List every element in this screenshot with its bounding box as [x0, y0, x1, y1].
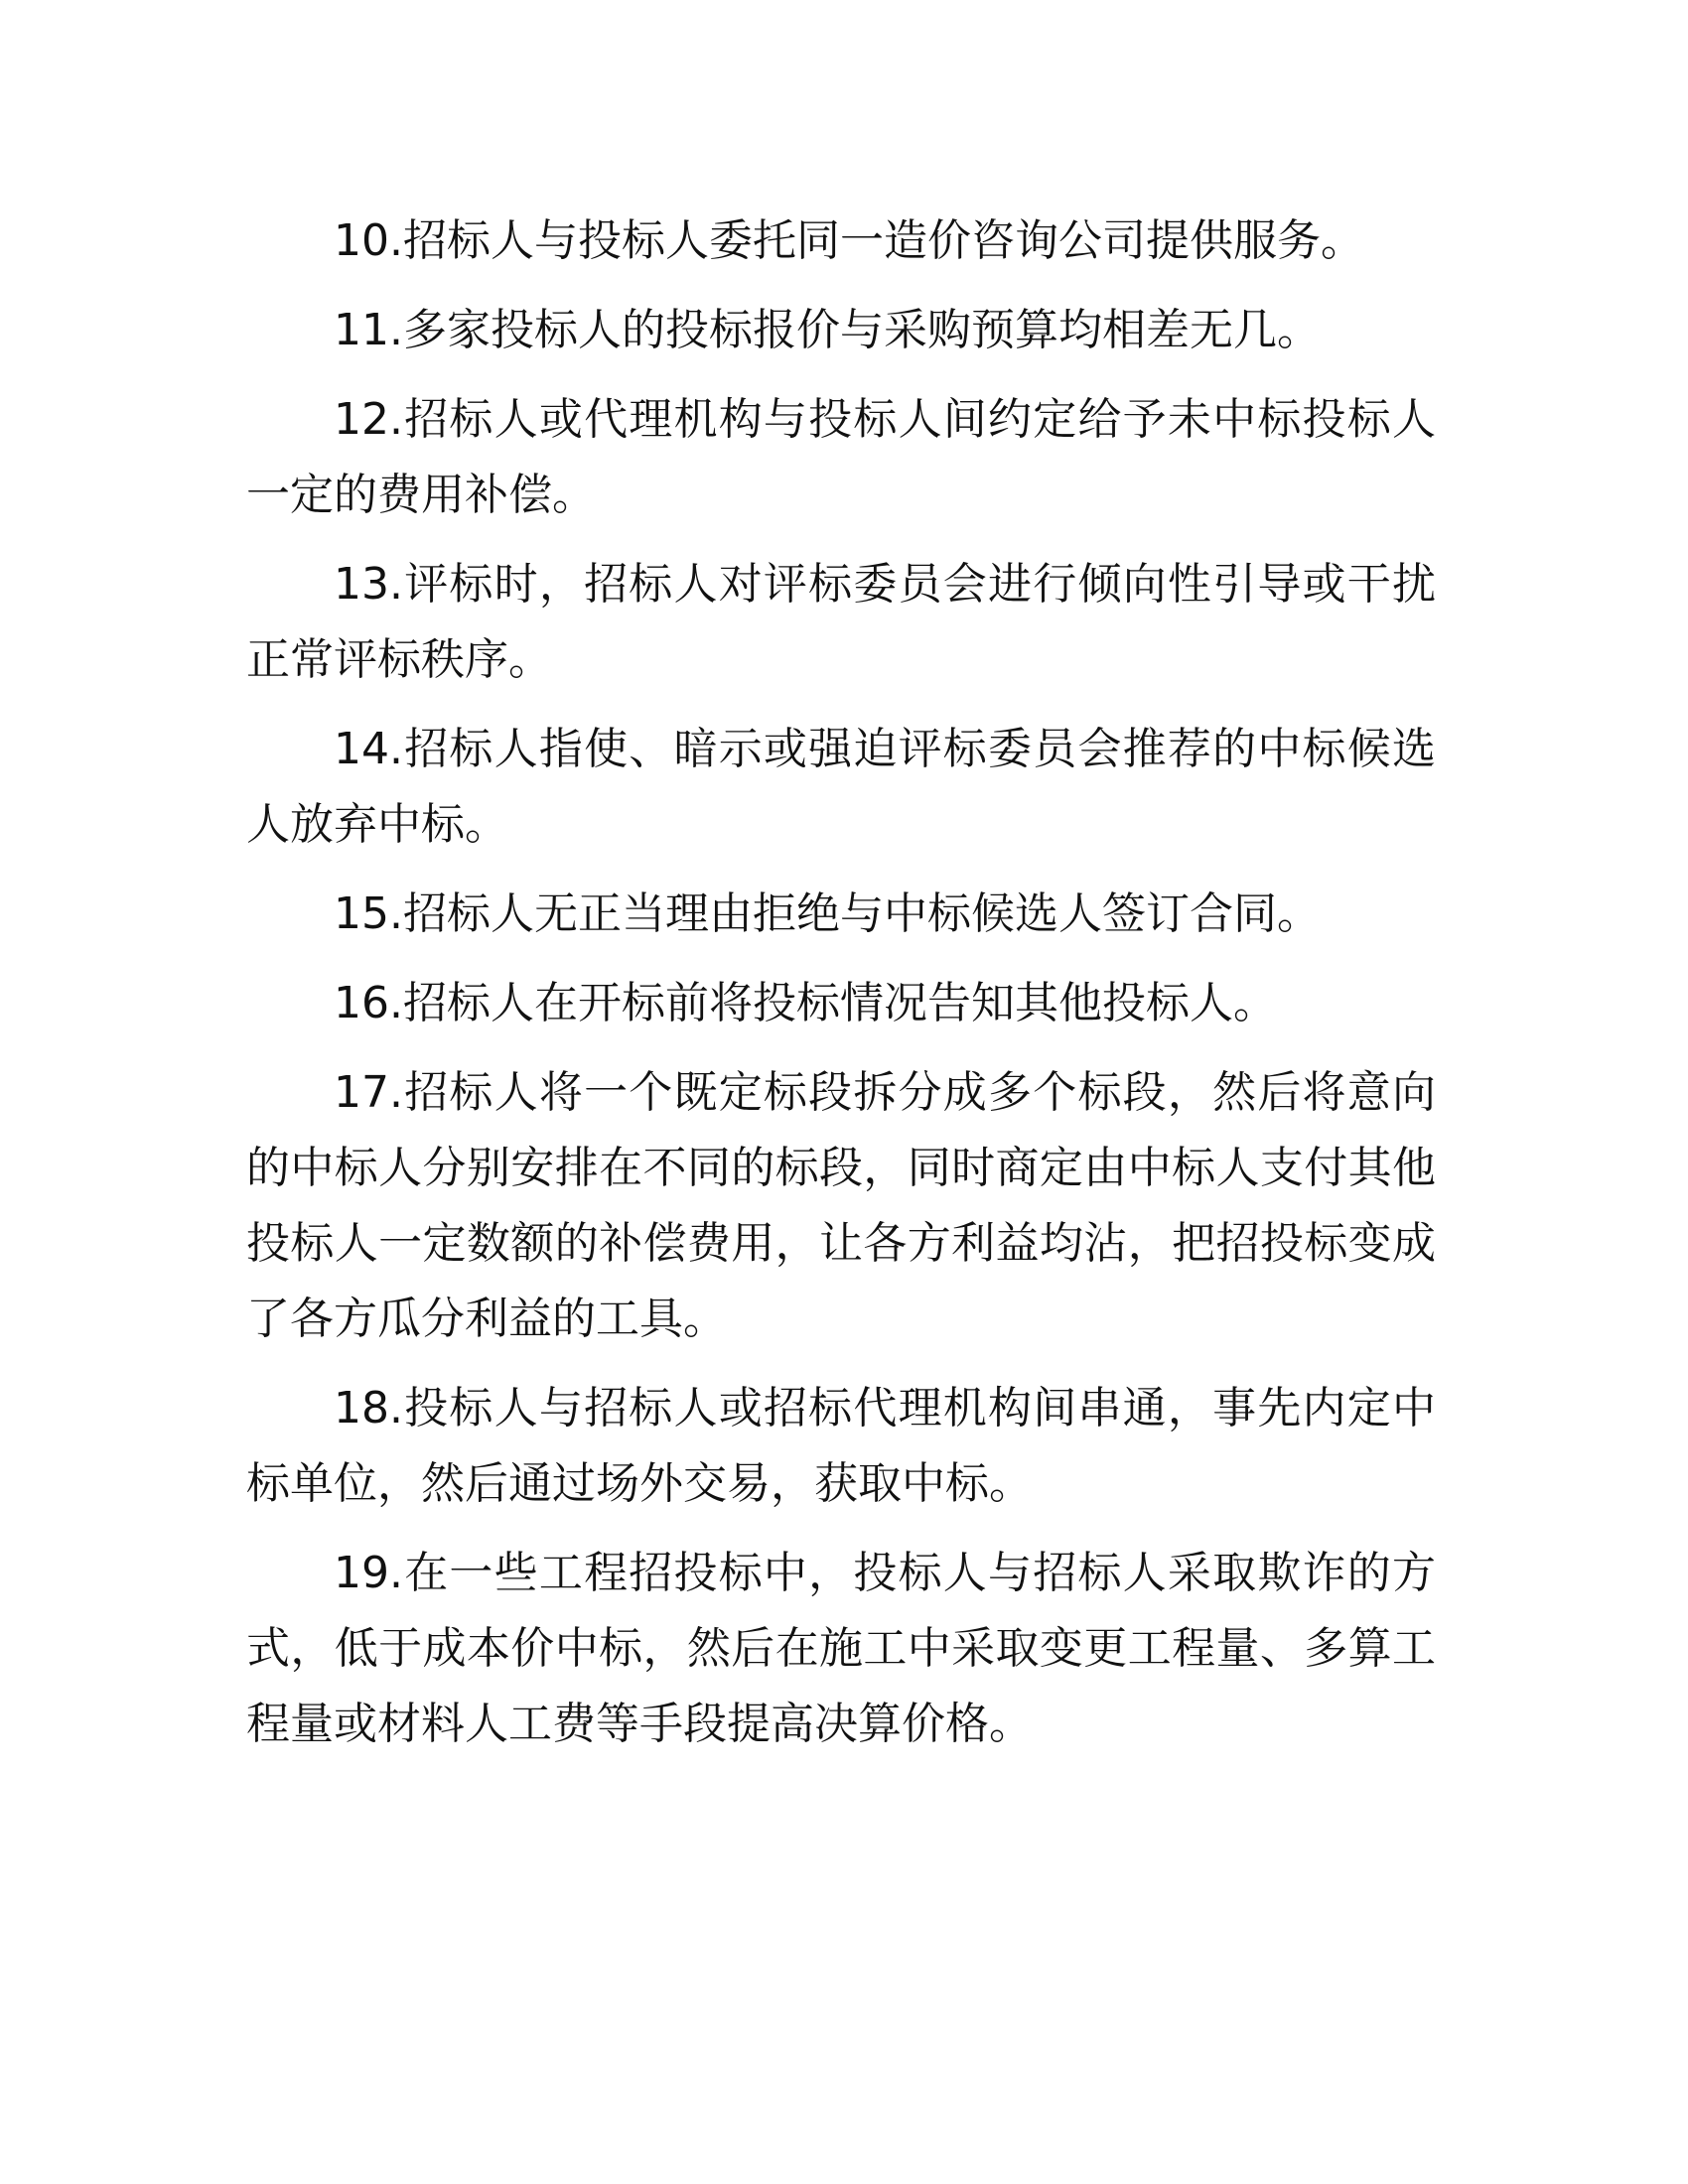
document-body: [246, 204, 1436, 1776]
paragraph-16: 16.招标人在开标前将投标情况告知其他投标人。: [334, 978, 1277, 1028]
paragraph-13: 13.评标时，招标人对评标委员会进行倾向性引导或干扰正常评标秩序。: [246, 559, 1436, 685]
paragraph-14: 14.招标人指使、暗示或强迫评标委员会推荐的中标候选人放弃中标。: [246, 724, 1436, 850]
paragraph-19: 19.在一些工程招投标中，投标人与招标人采取欺诈的方式，低于成本价中标，然后在施工中采取变更工程量、多算工程量或材料人工费等手段提高决算价格。: [246, 1548, 1436, 1749]
paragraph-10: 10.招标人与投标人委托同一造价咨询公司提供服务。: [334, 215, 1364, 266]
paragraph-18: 18.投标人与招标人或招标代理机构间串通，事先内定中标单位，然后通过场外交易，获取中标。: [246, 1383, 1436, 1509]
paragraph-15: 15.招标人无正当理由拒绝与中标候选人签订合同。: [334, 888, 1321, 939]
paragraph-12: 12.招标人或代理机构与投标人间约定给予未中标投标人一定的费用补偿。: [246, 394, 1436, 520]
paragraph-11: 11.多家投标人的投标报价与采购预算均相差无几。: [334, 305, 1321, 355]
paragraph-17: 17.招标人将一个既定标段拆分成多个标段，然后将意向的中标人分别安排在不同的标段，同时商定由中标人支付其他投标人一定数额的补偿费用，让各方利益均沾，把招投标变成了各方瓜分利益的工具。: [246, 1067, 1436, 1344]
